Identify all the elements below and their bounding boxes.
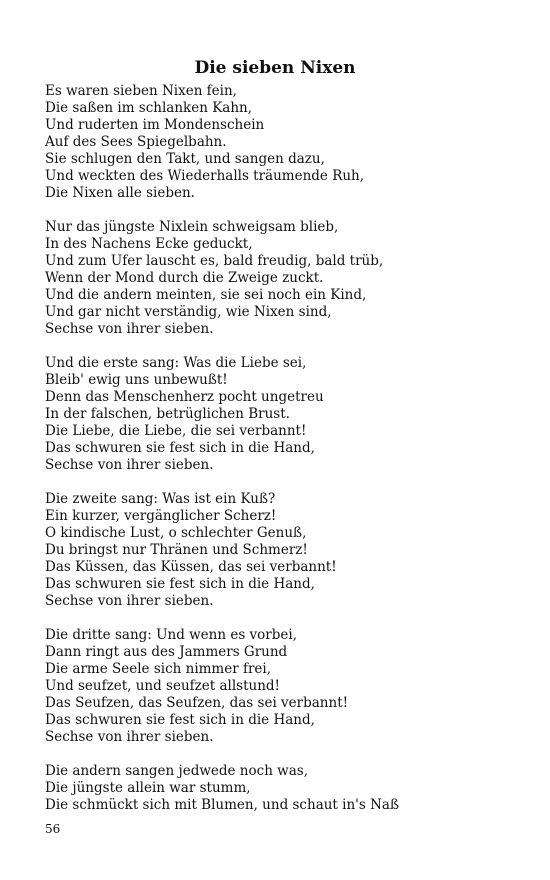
poem-line: Das schwuren sie fest sich in die Hand, — [45, 712, 315, 728]
poem-line: Und zum Ufer lauscht es, bald freudig, bald trüb, — [45, 253, 384, 269]
poem-line: Ein kurzer, vergänglicher Scherz! — [45, 508, 277, 524]
poem-line: Wenn der Mond durch die Zweige zuckt. — [45, 270, 324, 286]
poem-line: Das Küssen, das Küssen, das sei verbannt! — [45, 559, 337, 575]
poem-line: Dann ringt aus des Jammers Grund — [45, 644, 288, 660]
poem-line: Die zweite sang: Was ist ein Kuß? — [45, 491, 276, 507]
poem-line: Du bringst nur Thränen und Schmerz! — [45, 542, 308, 558]
poem-line: Sechse von ihrer sieben. — [45, 729, 214, 745]
stanza-4 — [45, 491, 525, 610]
poem-line: Die saßen im schlanken Kahn, — [45, 100, 253, 116]
stanza-6 — [45, 763, 525, 814]
poem-line: In des Nachens Ecke geduckt, — [45, 236, 253, 252]
poem-line: Die dritte sang: Und wenn es vorbei, — [45, 627, 298, 643]
poem-line: Die jüngste allein war stumm, — [45, 780, 251, 796]
poem-line: Sechse von ihrer sieben. — [45, 457, 214, 473]
poem-line: Bleib' ewig uns unbewußt! — [45, 372, 228, 388]
page-number: 56 — [45, 822, 61, 836]
poem-line: Und die erste sang: Was die Liebe sei, — [45, 355, 307, 371]
poem-line: Und weckten des Wiederhalls träumende Ruh, — [45, 168, 365, 184]
poem-line: Das Seufzen, das Seufzen, das sei verbannt! — [45, 695, 349, 711]
poem-line: Die schmückt sich mit Blumen, und schaut in's Naß — [45, 797, 399, 813]
poem-line: Und die andern meinten, sie sei noch ein Kind, — [45, 287, 367, 303]
poem-line: Sechse von ihrer sieben. — [45, 321, 214, 337]
poem-line: Sechse von ihrer sieben. — [45, 593, 214, 609]
poem-line: Es waren sieben Nixen fein, — [45, 83, 237, 99]
poem-line: Nur das jüngste Nixlein schweigsam blieb, — [45, 219, 339, 235]
poem-line: Sie schlugen den Takt, und sangen dazu, — [45, 151, 325, 167]
poem-line: Die Nixen alle sieben. — [45, 185, 195, 201]
poem-line: In der falschen, betrüglichen Brust. — [45, 406, 290, 422]
poem-line: O kindische Lust, o schlechter Genuß, — [45, 525, 307, 541]
poem-body — [45, 83, 525, 831]
poem-line: Die andern sangen jedwede noch was, — [45, 763, 308, 779]
poem-line: Die Liebe, die Liebe, die sei verbannt! — [45, 423, 307, 439]
poem-line: Die arme Seele sich nimmer frei, — [45, 661, 272, 677]
poem-line: Und seufzet, und seufzet allstund! — [45, 678, 280, 694]
poem-line: Auf des Sees Spiegelbahn. — [45, 134, 227, 150]
poem-line: Denn das Menschenherz pocht ungetreu — [45, 389, 324, 405]
poem-line: Das schwuren sie fest sich in die Hand, — [45, 576, 315, 592]
stanza-3 — [45, 355, 525, 474]
poem-line: Und gar nicht verständig, wie Nixen sind, — [45, 304, 332, 320]
stanza-1 — [45, 83, 525, 202]
poem-line: Und ruderten im Mondenschein — [45, 117, 265, 133]
poem-line: Das schwuren sie fest sich in die Hand, — [45, 440, 315, 456]
stanza-2 — [45, 219, 525, 338]
stanza-5 — [45, 627, 525, 746]
poem-title: Die sieben Nixen — [194, 58, 356, 78]
